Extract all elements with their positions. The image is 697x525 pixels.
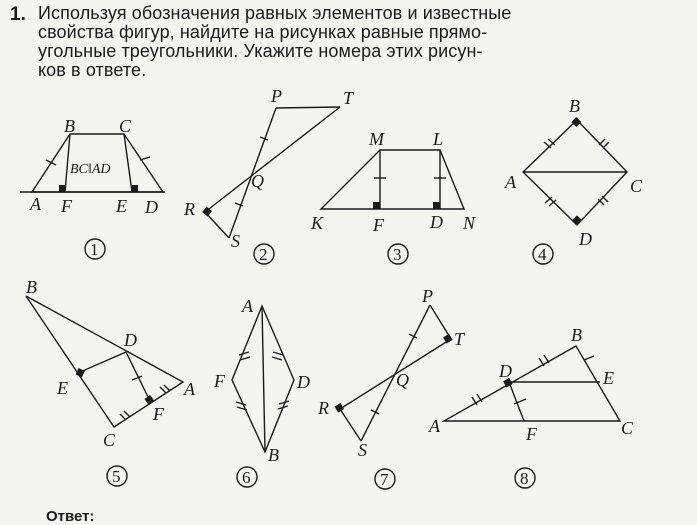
fig6-label-B: B [268, 445, 279, 465]
figure-7 [317, 286, 466, 489]
fig7-label-Q: Q [396, 370, 409, 390]
figure-1 [20, 116, 165, 259]
fig3-label-D: D [430, 212, 443, 232]
fig8-label-C: C [621, 418, 634, 438]
fig6-number: 6 [242, 468, 251, 487]
fig7-label-T: T [454, 329, 465, 349]
figure-6 [213, 296, 310, 487]
fig5-label-D: D [124, 330, 137, 350]
fig8-label-B: B [571, 325, 582, 345]
fig1-label-A: A [30, 194, 41, 214]
figure-4 [504, 96, 643, 264]
fig2-label-T: T [343, 88, 354, 108]
fig4-label-B: B [569, 96, 580, 116]
statement-line: ков в ответе. [38, 60, 147, 80]
fig3-label-M: M [369, 129, 384, 149]
fig4-label-D: D [579, 229, 592, 249]
fig6-label-D: D [297, 372, 310, 392]
fig8-label-D: D [499, 361, 512, 381]
fig4-number: 4 [538, 245, 547, 264]
statement-line: Используя обозначения равных элементов и известные [38, 3, 512, 23]
figure-2 [183, 86, 355, 264]
fig1-label-B: B [64, 116, 75, 136]
fig4-label-A: A [505, 172, 516, 192]
fig8-number: 8 [520, 469, 529, 488]
fig2-label-S: S [231, 231, 240, 251]
fig7-label-R: R [318, 398, 329, 418]
fig5-label-A: A [184, 379, 195, 399]
figure-8 [428, 325, 634, 488]
problem-number: 1. [10, 4, 26, 25]
statement-line: угольные треугольники. Укажите номера этих рисун- [38, 41, 483, 61]
fig1-label-C: C [119, 116, 132, 136]
fig2-label-R: R [184, 199, 195, 219]
fig5-number: 5 [112, 467, 121, 486]
fig3-number: 3 [393, 245, 402, 264]
fig1-label-F: F [61, 196, 72, 216]
fig1-label-E: E [116, 196, 127, 216]
fig3-label-F: F [373, 215, 384, 235]
answer-label: Ответ: [46, 508, 95, 525]
fig3-label-N: N [463, 213, 476, 233]
fig7-number: 7 [380, 470, 389, 489]
fig5-label-C: C [103, 430, 116, 450]
figure-3 [310, 129, 476, 264]
fig5-label-F: F [153, 404, 164, 424]
fig8-label-A: A [429, 416, 440, 436]
statement-line: свойства фигур, найдите на рисунках равные прямо- [38, 22, 488, 42]
fig7-label-S: S [358, 440, 367, 460]
fig1-parallel-note: BC‖AD [70, 162, 111, 177]
fig2-label-Q: Q [251, 171, 264, 191]
fig1-number: 1 [90, 240, 99, 259]
fig2-number: 2 [259, 245, 268, 264]
fig4-label-C: C [630, 176, 643, 196]
fig5-label-E: E [57, 378, 68, 398]
fig1-label-D: D [145, 197, 158, 217]
fig6-label-F: F [214, 371, 225, 391]
fig3-label-L: L [433, 129, 444, 149]
fig8-label-F: F [526, 424, 537, 444]
fig2-label-P: P [271, 86, 282, 106]
fig7-label-P: P [422, 286, 433, 306]
fig8-label-E: E [603, 368, 614, 388]
fig6-label-A: A [242, 296, 253, 316]
fig5-label-B: B [26, 277, 37, 297]
fig3-label-K: K [311, 213, 324, 233]
figure-5 [26, 277, 196, 486]
